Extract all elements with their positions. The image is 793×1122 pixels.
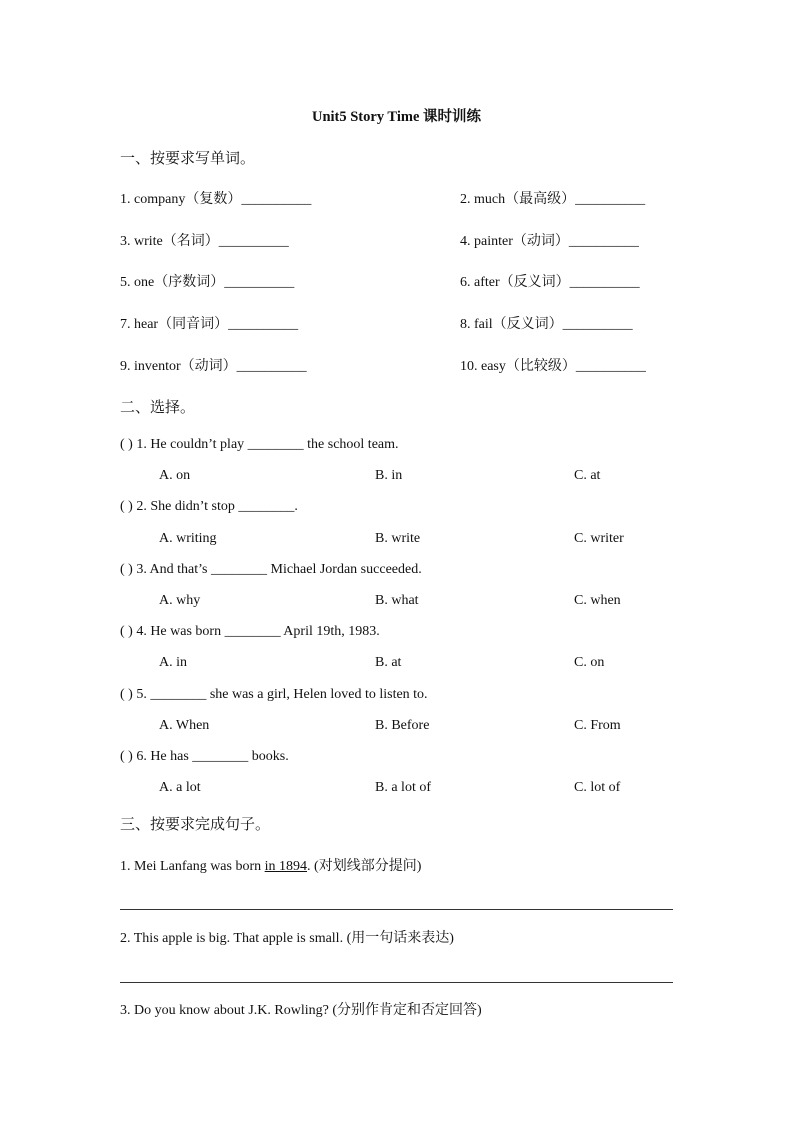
- section-heading-1: 一、按要求写单词。: [120, 151, 256, 167]
- sentence-question-1: [120, 858, 421, 876]
- word-item: 1. company（复数）__________: [120, 192, 312, 207]
- word-item: 6. after（反义词）__________: [460, 275, 640, 290]
- option-b: B. write: [375, 531, 421, 546]
- q1-text-pre: 1. Mei Lanfang was born: [120, 859, 265, 874]
- word-item: 2. much（最高级）__________: [460, 192, 646, 207]
- option-a: A. in: [159, 655, 187, 670]
- option-c: C. writer: [574, 531, 624, 546]
- question-stem: ( ) 2. She didn’t stop ________.: [120, 499, 298, 514]
- question-stem: ( ) 6. He has ________ books.: [120, 749, 289, 764]
- page-title: Unit5 Story Time 课时训练: [311, 109, 482, 125]
- question-stem: ( ) 5. ________ she was a girl, Helen loved to listen to.: [120, 687, 428, 702]
- option-b: B. at: [375, 655, 402, 670]
- question-stem: ( ) 1. He couldn’t play ________ the school team.: [120, 437, 399, 452]
- option-a: A. a lot: [159, 780, 201, 795]
- option-c: C. lot of: [574, 780, 621, 795]
- option-a: A. When: [159, 718, 210, 733]
- q1-underlined-part: in 1894: [264, 859, 308, 874]
- word-item: 8. fail（反义词）__________: [460, 317, 633, 332]
- option-b: B. what: [375, 593, 419, 608]
- question-stem: ( ) 4. He was born ________ April 19th, 1983.: [120, 624, 380, 639]
- option-b: B. Before: [375, 718, 430, 733]
- sentence-question-2: 2. This apple is big. That apple is small. (用一句话来表达): [120, 931, 454, 946]
- option-c: C. when: [574, 593, 621, 608]
- option-b: B. a lot of: [375, 780, 431, 795]
- answer-line[interactable]: [120, 909, 673, 910]
- word-item: 3. write（名词）__________: [120, 234, 289, 249]
- option-a: A. writing: [159, 531, 217, 546]
- word-item: 4. painter（动词）__________: [460, 234, 639, 249]
- word-item: 10. easy（比较级）__________: [460, 359, 646, 374]
- word-item: 7. hear（同音词）__________: [120, 317, 299, 332]
- option-c: C. From: [574, 718, 621, 733]
- answer-line[interactable]: [120, 982, 673, 983]
- option-c: C. at: [574, 468, 601, 483]
- section-heading-3: 三、按要求完成句子。: [120, 817, 271, 833]
- question-stem: ( ) 3. And that’s ________ Michael Jordan succeeded.: [120, 562, 422, 577]
- option-c: C. on: [574, 655, 605, 670]
- sentence-question-3: 3. Do you know about J.K. Rowling? (分别作肯定和否定回答): [120, 1003, 482, 1018]
- q1-text-post: . (对划线部分提问): [307, 859, 422, 874]
- option-a: A. on: [159, 468, 191, 483]
- word-item: 5. one（序数词）__________: [120, 275, 295, 290]
- section-heading-2: 二、选择。: [120, 400, 196, 416]
- option-b: B. in: [375, 468, 403, 483]
- word-item: 9. inventor（动词）__________: [120, 359, 307, 374]
- option-a: A. why: [159, 593, 201, 608]
